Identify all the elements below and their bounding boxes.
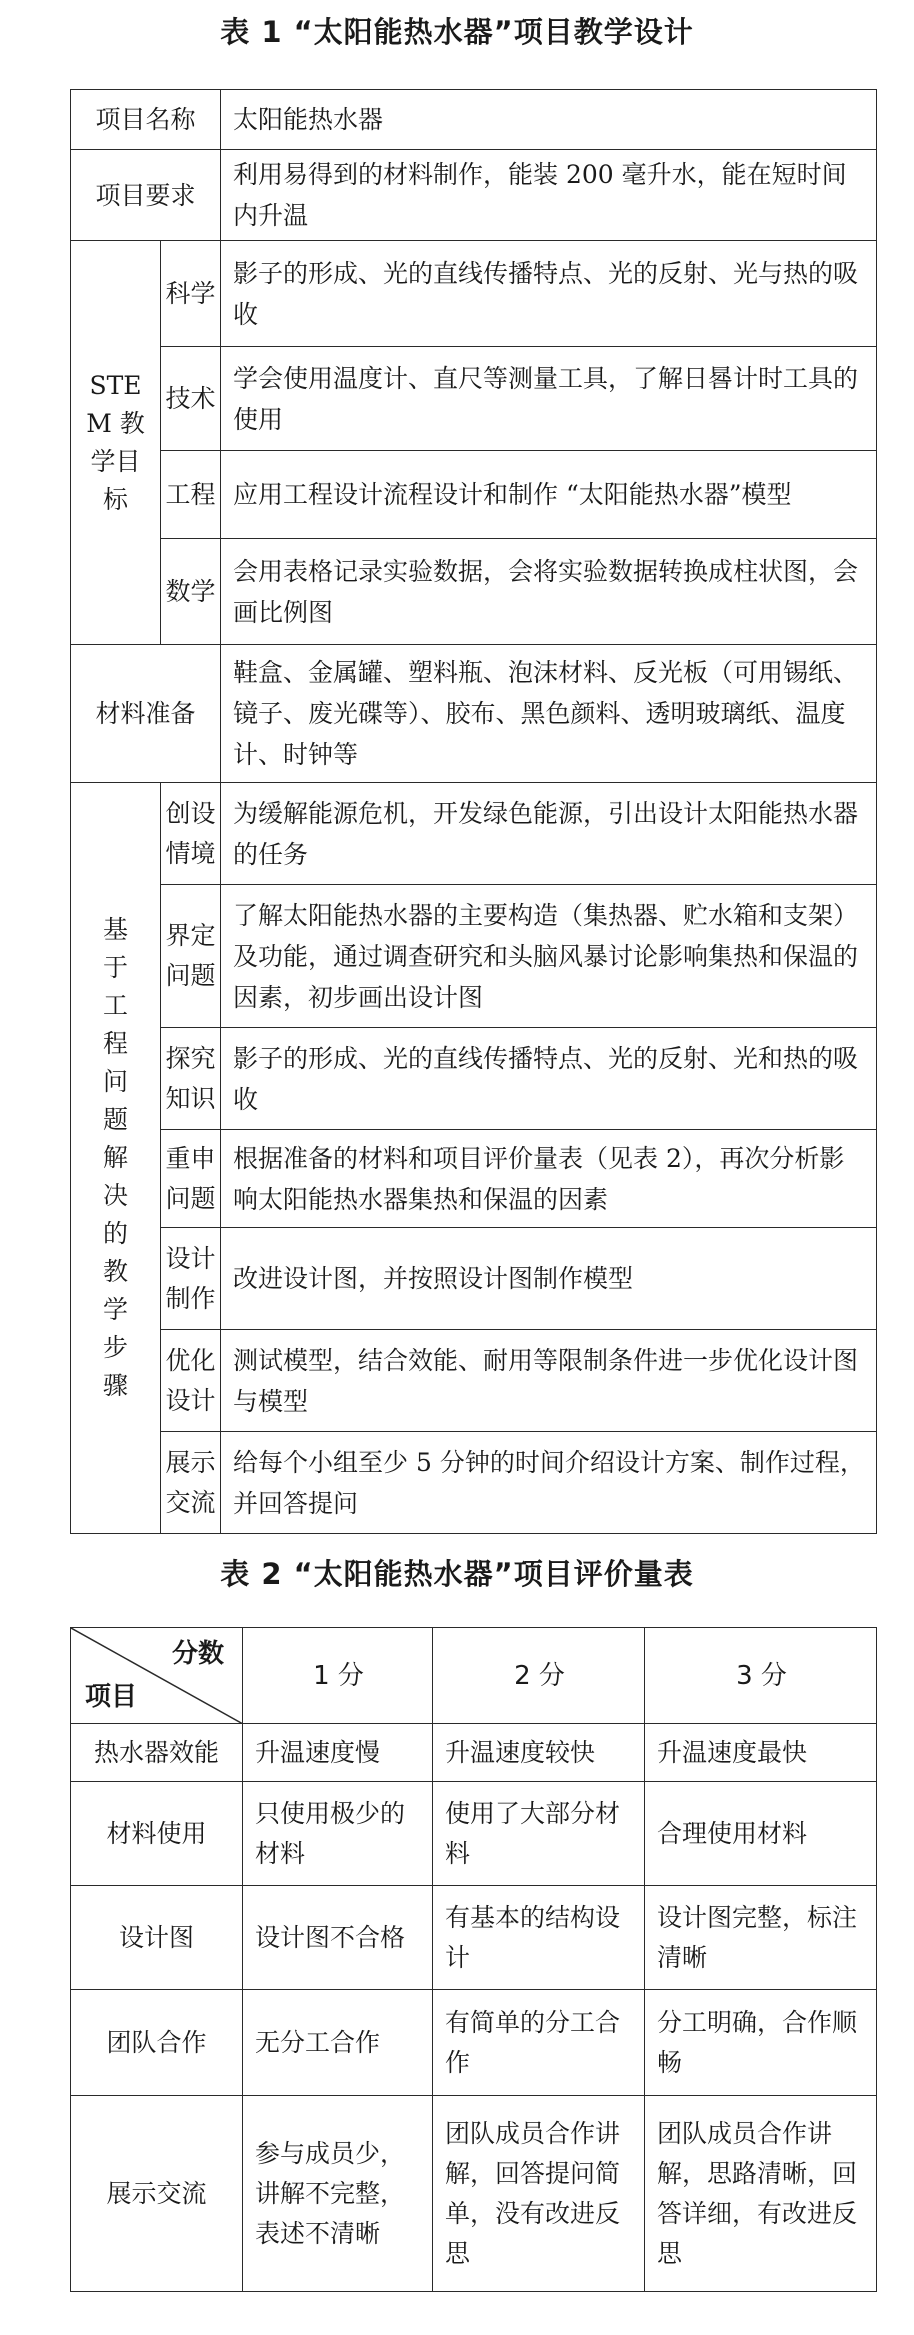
table-row: [71, 1724, 877, 1782]
rubric-col-2-points: 2 分: [433, 1628, 645, 1724]
step-content-restate: 根据准备的材料和项目评价量表（见表 2），再次分析影响太阳能热水器集热和保温的因素: [221, 1130, 877, 1228]
row-content-project-requirement: 利用易得到的材料制作，能装 200 毫升水，能在短时间内升温: [221, 150, 877, 241]
step-content-build: 改进设计图，并按照设计图制作模型: [221, 1228, 877, 1330]
rubric-col-1-point: 1 分: [243, 1628, 433, 1724]
rubric-cell: 参与成员少，讲解不完整，表述不清晰: [243, 2096, 433, 2292]
step-label-optimize-text: 优化设计: [165, 1345, 216, 1415]
rubric-cell: 只使用极少的材料: [243, 1782, 433, 1886]
rubric-cell: 升温速度较快: [433, 1724, 645, 1782]
table-row-step-situation: [71, 783, 877, 885]
table-row-step-restate: [71, 1130, 877, 1228]
rubric-cell: 合理使用材料: [645, 1782, 877, 1886]
step-content-present: 给每个小组至少 5 分钟的时间介绍设计方案、制作过程，并回答提问: [221, 1432, 877, 1534]
row-label-project-requirement: 项目要求: [71, 150, 221, 241]
stem-label-engineering: 工程: [161, 451, 221, 539]
stem-goals-group-label: [71, 241, 161, 645]
rubric-row-label-design: 设计图: [71, 1886, 243, 1990]
stem-content-technology: 学会使用温度计、直尺等测量工具，了解日晷计时工具的使用: [221, 347, 877, 451]
stem-label-science: 科学: [161, 241, 221, 347]
step-label-define: [161, 885, 221, 1028]
row-label-project-name: 项目名称: [71, 90, 221, 150]
table-row-project-requirement: [71, 150, 877, 241]
stem-content-engineering: 应用工程设计流程设计和制作 “太阳能热水器”模型: [221, 451, 877, 539]
table-row: [71, 2096, 877, 2292]
step-label-explore: [161, 1028, 221, 1130]
teaching-steps-group-label: [71, 783, 161, 1534]
rubric-cell: 使用了大部分材料: [433, 1782, 645, 1886]
rubric-cell: 分工明确，合作顺畅: [645, 1990, 877, 2096]
step-label-present: [161, 1432, 221, 1534]
teaching-design-table: [70, 89, 877, 1534]
stem-goals-group-text: STEM 教学目标: [86, 370, 145, 514]
table-row-stem-science: [71, 241, 877, 347]
rubric-row-label-materials: 材料使用: [71, 1782, 243, 1886]
table-row-project-name: [71, 90, 877, 150]
table-row-stem-technology: [71, 347, 877, 451]
step-label-optimize: [161, 1330, 221, 1432]
rubric-cell: 升温速度慢: [243, 1724, 433, 1782]
table-row-step-explore: [71, 1028, 877, 1130]
step-label-build-text: 设计制作: [165, 1243, 216, 1313]
rubric-col-3-points: 3 分: [645, 1628, 877, 1724]
stem-content-math: 会用表格记录实验数据，会将实验数据转换成柱状图，会画比例图: [221, 539, 877, 645]
corner-item-label: 项目: [85, 1682, 138, 1712]
step-label-present-text: 展示交流: [165, 1447, 216, 1517]
evaluation-rubric-table: [70, 1627, 877, 2292]
rubric-cell: 团队成员合作讲解，思路清晰，回答详细，有改进反思: [645, 2096, 877, 2292]
table-row: [71, 1990, 877, 2096]
table1-title: 表 1 “太阳能热水器”项目教学设计: [220, 15, 694, 49]
rubric-cell: 团队成员合作讲解，回答提问简单，没有改进反思: [433, 2096, 645, 2292]
rubric-cell: 设计图完整，标注清晰: [645, 1886, 877, 1990]
step-content-situation: 为缓解能源危机，开发绿色能源，引出设计太阳能热水器的任务: [221, 783, 877, 885]
step-label-restate-text: 重申问题: [165, 1143, 216, 1213]
table-row-step-optimize: [71, 1330, 877, 1432]
corner-score-label: 分数: [171, 1639, 224, 1669]
step-content-explore: 影子的形成、光的直线传播特点、光的反射、光和热的吸收: [221, 1028, 877, 1130]
step-label-situation: [161, 783, 221, 885]
rubric-header-row: [71, 1628, 877, 1724]
step-label-build: [161, 1228, 221, 1330]
table-row: [71, 1782, 877, 1886]
rubric-cell: 有基本的结构设计: [433, 1886, 645, 1990]
step-label-restate: [161, 1130, 221, 1228]
rubric-cell: 有简单的分工合作: [433, 1990, 645, 2096]
table-row-stem-engineering: [71, 451, 877, 539]
rubric-cell: 升温速度最快: [645, 1724, 877, 1782]
row-label-materials: 材料准备: [71, 645, 221, 783]
rubric-row-label-teamwork: 团队合作: [71, 1990, 243, 2096]
table-row-stem-math: [71, 539, 877, 645]
table-row-step-build: [71, 1228, 877, 1330]
rubric-corner-cell: [71, 1628, 243, 1724]
step-content-define: 了解太阳能热水器的主要构造（集热器、贮水箱和支架）及功能，通过调查研究和头脑风暴讨论影响集热和保温的因素，初步画出设计图: [221, 885, 877, 1028]
table-row: [71, 1886, 877, 1990]
table-row-materials: [71, 645, 877, 783]
step-label-define-text: 界定问题: [165, 921, 216, 990]
step-label-explore-text: 探究知识: [165, 1043, 216, 1113]
table-row-step-define: [71, 885, 877, 1028]
step-label-situation-text: 创设情境: [165, 798, 216, 868]
table2-title: 表 2 “太阳能热水器”项目评价量表: [220, 1557, 694, 1591]
table-row-step-present: [71, 1432, 877, 1534]
row-content-project-name: 太阳能热水器: [221, 90, 877, 150]
teaching-steps-group-text: 基于工程问题解决的教学步骤: [102, 915, 128, 1400]
rubric-row-label-efficiency: 热水器效能: [71, 1724, 243, 1782]
rubric-cell: 设计图不合格: [243, 1886, 433, 1990]
rubric-cell: 无分工合作: [243, 1990, 433, 2096]
stem-label-math: 数学: [161, 539, 221, 645]
stem-label-technology: 技术: [161, 347, 221, 451]
rubric-row-label-presentation: 展示交流: [71, 2096, 243, 2292]
step-content-optimize: 测试模型，结合效能、耐用等限制条件进一步优化设计图与模型: [221, 1330, 877, 1432]
row-content-materials: 鞋盒、金属罐、塑料瓶、泡沫材料、反光板（可用锡纸、镜子、废光碟等）、胶布、黑色颜料、透明玻璃纸、温度计、时钟等: [221, 645, 877, 783]
stem-content-science: 影子的形成、光的直线传播特点、光的反射、光与热的吸收: [221, 241, 877, 347]
